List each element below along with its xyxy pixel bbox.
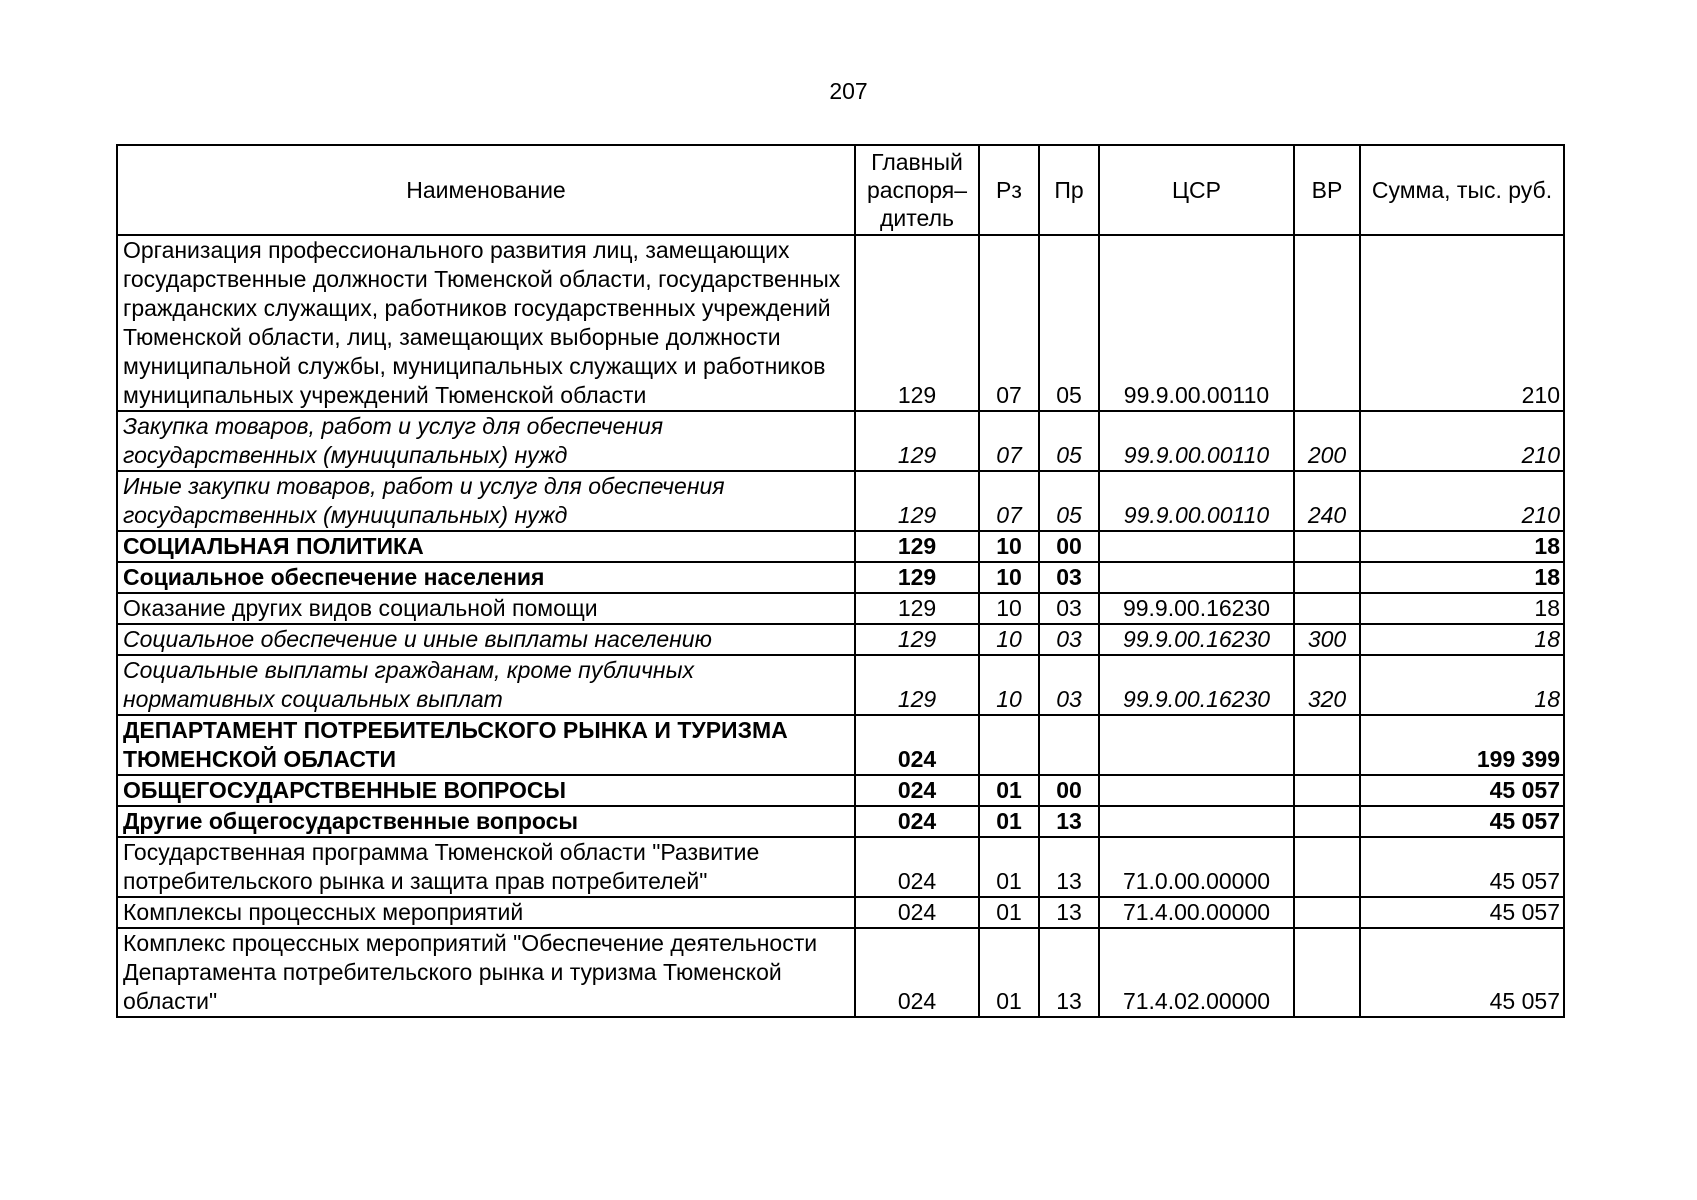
main-manager-cell: 129 bbox=[855, 531, 979, 562]
rz-cell: 01 bbox=[979, 775, 1039, 806]
table-row bbox=[117, 837, 1564, 897]
rz-cell: 10 bbox=[979, 655, 1039, 715]
page-number: 207 bbox=[829, 78, 868, 104]
pr-cell: 05 bbox=[1039, 471, 1099, 531]
vr-cell bbox=[1294, 593, 1360, 624]
name-cell: СОЦИАЛЬНАЯ ПОЛИТИКА bbox=[117, 531, 855, 562]
table-row bbox=[117, 562, 1564, 593]
main-manager-cell: 129 bbox=[855, 624, 979, 655]
rz-cell: 10 bbox=[979, 593, 1039, 624]
sum-cell: 45 057 bbox=[1360, 928, 1564, 1017]
name-cell: Другие общегосударственные вопросы bbox=[117, 806, 855, 837]
header-vr: ВР bbox=[1294, 145, 1360, 235]
name-cell: ДЕПАРТАМЕНТ ПОТРЕБИТЕЛЬСКОГО РЫНКА И ТУРИЗМА ТЮМЕНСКОЙ ОБЛАСТИ bbox=[117, 715, 855, 775]
sum-cell: 45 057 bbox=[1360, 897, 1564, 928]
name-cell: Комплекс процессных мероприятий "Обеспечение деятельности Департамента потребительского рынка и туризма Тюменской области" bbox=[117, 928, 855, 1017]
main-manager-cell: 129 bbox=[855, 562, 979, 593]
pr-cell: 05 bbox=[1039, 411, 1099, 471]
rz-cell: 01 bbox=[979, 897, 1039, 928]
rz-cell: 01 bbox=[979, 928, 1039, 1017]
rz-cell: 10 bbox=[979, 531, 1039, 562]
csr-cell: 99.9.00.16230 bbox=[1099, 624, 1294, 655]
vr-cell bbox=[1294, 928, 1360, 1017]
pr-cell: 03 bbox=[1039, 562, 1099, 593]
vr-cell bbox=[1294, 806, 1360, 837]
csr-cell: 99.9.00.16230 bbox=[1099, 593, 1294, 624]
pr-cell: 13 bbox=[1039, 928, 1099, 1017]
table-row bbox=[117, 897, 1564, 928]
table-row bbox=[117, 235, 1564, 411]
rz-cell: 10 bbox=[979, 562, 1039, 593]
name-cell: ОБЩЕГОСУДАРСТВЕННЫЕ ВОПРОСЫ bbox=[117, 775, 855, 806]
rz-cell: 07 bbox=[979, 471, 1039, 531]
main-manager-cell: 024 bbox=[855, 837, 979, 897]
sum-cell: 210 bbox=[1360, 411, 1564, 471]
name-cell: Организация профессионального развития лиц, замещающих государственные должности Тюменской области, государственных гражданских служащих, работников государственных учреждений Тюменской области, лиц, замещающих выборные должности муниципальной службы, муниципальных служащих и работников муниципальных учреждений Тюменской области bbox=[117, 235, 855, 411]
sum-cell: 45 057 bbox=[1360, 837, 1564, 897]
name-cell: Государственная программа Тюменской области "Развитие потребительского рынка и защита прав потребителей" bbox=[117, 837, 855, 897]
vr-cell bbox=[1294, 775, 1360, 806]
main-manager-cell: 129 bbox=[855, 593, 979, 624]
table-row bbox=[117, 531, 1564, 562]
main-manager-cell: 024 bbox=[855, 715, 979, 775]
sum-cell: 18 bbox=[1360, 624, 1564, 655]
pr-cell: 05 bbox=[1039, 235, 1099, 411]
name-cell: Закупка товаров, работ и услуг для обеспечения государственных (муниципальных) нужд bbox=[117, 411, 855, 471]
vr-cell bbox=[1294, 562, 1360, 593]
table-row bbox=[117, 806, 1564, 837]
csr-cell bbox=[1099, 775, 1294, 806]
pr-cell: 00 bbox=[1039, 775, 1099, 806]
vr-cell: 320 bbox=[1294, 655, 1360, 715]
csr-cell: 99.9.00.00110 bbox=[1099, 471, 1294, 531]
sum-cell: 45 057 bbox=[1360, 806, 1564, 837]
vr-cell: 200 bbox=[1294, 411, 1360, 471]
csr-cell: 99.9.00.16230 bbox=[1099, 655, 1294, 715]
table-row bbox=[117, 655, 1564, 715]
table-row bbox=[117, 715, 1564, 775]
csr-cell: 99.9.00.00110 bbox=[1099, 411, 1294, 471]
pr-cell: 00 bbox=[1039, 531, 1099, 562]
sum-cell: 18 bbox=[1360, 531, 1564, 562]
table-header-row bbox=[117, 145, 1564, 235]
csr-cell bbox=[1099, 562, 1294, 593]
main-manager-cell: 024 bbox=[855, 775, 979, 806]
pr-cell: 13 bbox=[1039, 806, 1099, 837]
csr-cell: 71.0.00.00000 bbox=[1099, 837, 1294, 897]
header-main-manager: Главный распоря– дитель bbox=[855, 145, 979, 235]
header-name: Наименование bbox=[117, 145, 855, 235]
pr-cell: 13 bbox=[1039, 897, 1099, 928]
rz-cell bbox=[979, 715, 1039, 775]
table-row bbox=[117, 411, 1564, 471]
csr-cell bbox=[1099, 806, 1294, 837]
vr-cell bbox=[1294, 715, 1360, 775]
pr-cell: 13 bbox=[1039, 837, 1099, 897]
vr-cell bbox=[1294, 235, 1360, 411]
rz-cell: 10 bbox=[979, 624, 1039, 655]
pr-cell: 03 bbox=[1039, 624, 1099, 655]
table-row bbox=[117, 471, 1564, 531]
csr-cell: 71.4.02.00000 bbox=[1099, 928, 1294, 1017]
sum-cell: 199 399 bbox=[1360, 715, 1564, 775]
name-cell: Иные закупки товаров, работ и услуг для обеспечения государственных (муниципальных) нужд bbox=[117, 471, 855, 531]
csr-cell: 99.9.00.00110 bbox=[1099, 235, 1294, 411]
pr-cell: 03 bbox=[1039, 593, 1099, 624]
table-row bbox=[117, 928, 1564, 1017]
sum-cell: 18 bbox=[1360, 593, 1564, 624]
main-manager-cell: 129 bbox=[855, 471, 979, 531]
rz-cell: 07 bbox=[979, 411, 1039, 471]
name-cell: Комплексы процессных мероприятий bbox=[117, 897, 855, 928]
main-manager-cell: 129 bbox=[855, 235, 979, 411]
table-body bbox=[117, 235, 1564, 1017]
vr-cell bbox=[1294, 897, 1360, 928]
sum-cell: 210 bbox=[1360, 235, 1564, 411]
pr-cell bbox=[1039, 715, 1099, 775]
sum-cell: 45 057 bbox=[1360, 775, 1564, 806]
name-cell: Социальное обеспечение населения bbox=[117, 562, 855, 593]
rz-cell: 07 bbox=[979, 235, 1039, 411]
csr-cell bbox=[1099, 531, 1294, 562]
header-rz: Рз bbox=[979, 145, 1039, 235]
name-cell: Оказание других видов социальной помощи bbox=[117, 593, 855, 624]
header-sum: Сумма, тыс. руб. bbox=[1360, 145, 1564, 235]
sum-cell: 18 bbox=[1360, 562, 1564, 593]
main-manager-cell: 024 bbox=[855, 897, 979, 928]
pr-cell: 03 bbox=[1039, 655, 1099, 715]
rz-cell: 01 bbox=[979, 806, 1039, 837]
name-cell: Социальное обеспечение и иные выплаты населению bbox=[117, 624, 855, 655]
table-row bbox=[117, 593, 1564, 624]
main-manager-cell: 024 bbox=[855, 806, 979, 837]
rz-cell: 01 bbox=[979, 837, 1039, 897]
table-row bbox=[117, 624, 1564, 655]
sum-cell: 18 bbox=[1360, 655, 1564, 715]
main-manager-cell: 129 bbox=[855, 655, 979, 715]
vr-cell: 240 bbox=[1294, 471, 1360, 531]
vr-cell bbox=[1294, 531, 1360, 562]
header-pr: Пр bbox=[1039, 145, 1099, 235]
vr-cell: 300 bbox=[1294, 624, 1360, 655]
csr-cell: 71.4.00.00000 bbox=[1099, 897, 1294, 928]
budget-table bbox=[116, 144, 1565, 1018]
main-manager-cell: 129 bbox=[855, 411, 979, 471]
vr-cell bbox=[1294, 837, 1360, 897]
main-manager-cell: 024 bbox=[855, 928, 979, 1017]
name-cell: Социальные выплаты гражданам, кроме публичных нормативных социальных выплат bbox=[117, 655, 855, 715]
table-row bbox=[117, 775, 1564, 806]
csr-cell bbox=[1099, 715, 1294, 775]
sum-cell: 210 bbox=[1360, 471, 1564, 531]
header-csr: ЦСР bbox=[1099, 145, 1294, 235]
